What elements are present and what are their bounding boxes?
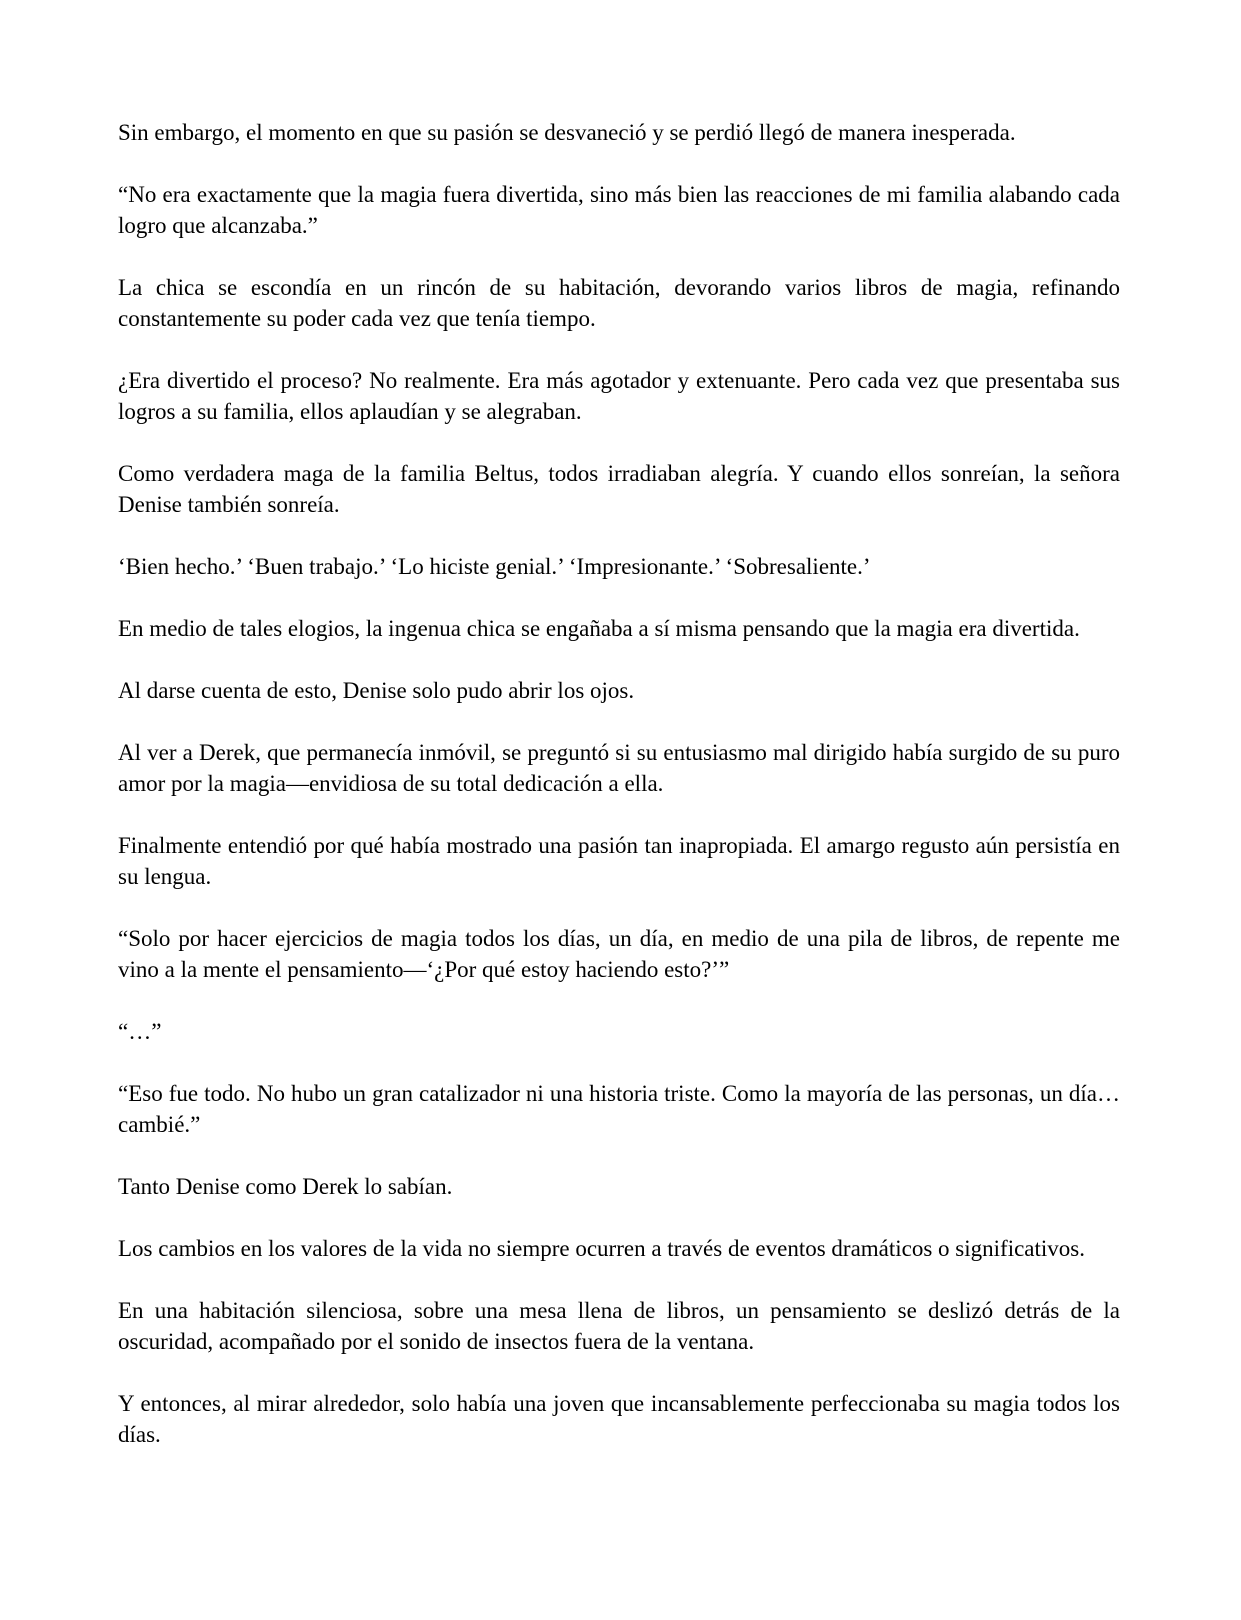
paragraph-11: “Solo por hacer ejercicios de magia todos los días, un día, en medio de una pila de libros, de repente me vino a la mente el pensamiento—‘¿Por qué estoy haciendo esto?’”	[118, 926, 1120, 982]
paragraph-3: La chica se escondía en un rincón de su habitación, devorando varios libros de magia, refinando constantemente su poder cada vez que tenía tiempo.	[118, 275, 1120, 331]
paragraph-1: Sin embargo, el momento en que su pasión se desvaneció y se perdió llegó de manera inesperada.	[118, 120, 1016, 145]
paragraph-16: En una habitación silenciosa, sobre una mesa llena de libros, un pensamiento se deslizó detrás de la oscuridad, acompañado por el sonido de insectos fuera de la ventana.	[118, 1298, 1120, 1354]
paragraph-4: ¿Era divertido el proceso? No realmente. Era más agotador y extenuante. Pero cada vez que presentaba sus logros a su familia, ellos aplaudían y se alegraban.	[118, 368, 1120, 424]
document-page	[118, 117, 1120, 1481]
paragraph-6: ‘Bien hecho.’ ‘Buen trabajo.’ ‘Lo hiciste genial.’ ‘Impresionante.’ ‘Sobresaliente.’	[118, 554, 871, 579]
paragraph-8: Al darse cuenta de esto, Denise solo pudo abrir los ojos.	[118, 678, 635, 703]
paragraph-7: En medio de tales elogios, la ingenua chica se engañaba a sí misma pensando que la magia era divertida.	[118, 616, 1080, 641]
paragraph-15: Los cambios en los valores de la vida no siempre ocurren a través de eventos dramáticos o significativos.	[118, 1236, 1085, 1261]
paragraph-14: Tanto Denise como Derek lo sabían.	[118, 1174, 453, 1199]
paragraph-13: “Eso fue todo. No hubo un gran catalizador ni una historia triste. Como la mayoría de las personas, un día… cambié.”	[118, 1081, 1120, 1137]
paragraph-5: Como verdadera maga de la familia Beltus, todos irradiaban alegría. Y cuando ellos sonreían, la señora Denise también sonreía.	[118, 461, 1120, 517]
paragraph-12: “…”	[118, 1019, 162, 1044]
paragraph-9: Al ver a Derek, que permanecía inmóvil, se preguntó si su entusiasmo mal dirigido había surgido de su puro amor por la magia—envidiosa de su total dedicación a ella.	[118, 740, 1120, 796]
paragraph-17: Y entonces, al mirar alrededor, solo había una joven que incansablemente perfeccionaba su magia todos los días.	[118, 1391, 1120, 1447]
paragraph-10: Finalmente entendió por qué había mostrado una pasión tan inapropiada. El amargo regusto aún persistía en su lengua.	[118, 833, 1120, 889]
paragraph-2: “No era exactamente que la magia fuera divertida, sino más bien las reacciones de mi familia alabando cada logro que alcanzaba.”	[118, 182, 1120, 238]
